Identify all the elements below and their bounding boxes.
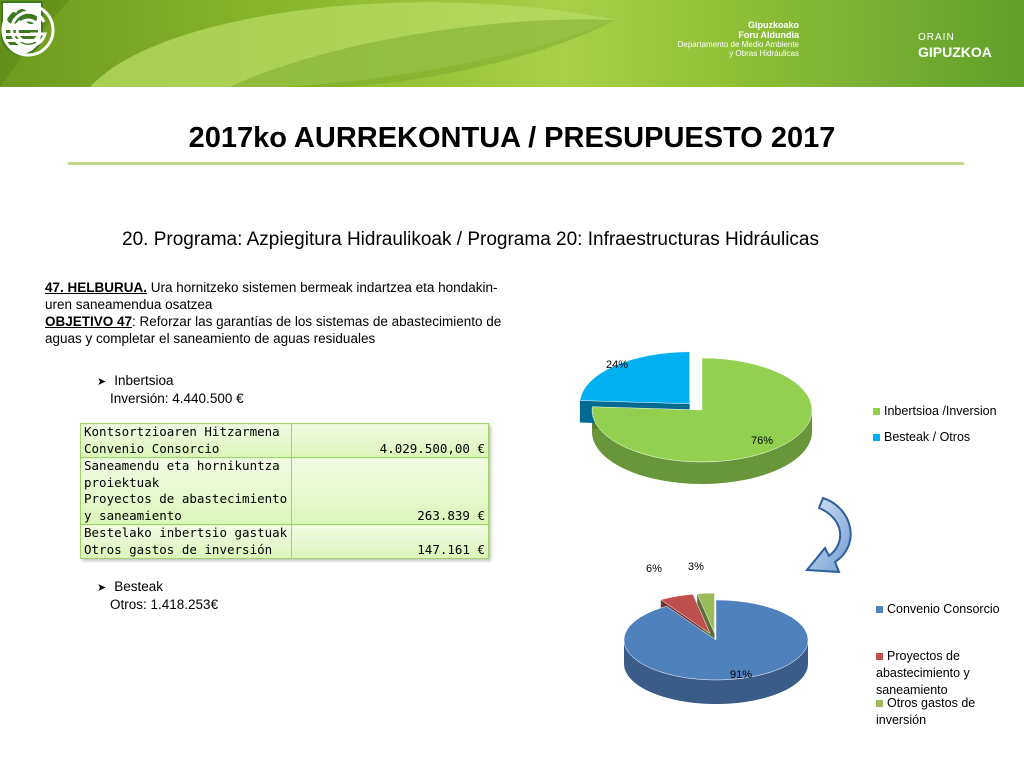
legend-label: abastecimiento y bbox=[876, 666, 970, 680]
legend-item bbox=[876, 601, 1000, 618]
others-amount: Otros: 1.418.253€ bbox=[110, 597, 219, 612]
legend-swatch bbox=[876, 700, 883, 707]
page-title: 2017ko AURREKONTUA / PRESUPUESTO 2017 bbox=[188, 122, 836, 154]
legend-swatch bbox=[873, 434, 880, 441]
others-heading: Besteak bbox=[114, 579, 163, 594]
table-row bbox=[81, 458, 489, 525]
legend-label: Besteak / Otros bbox=[884, 430, 971, 444]
row2-label-eu-1: Saneamendu eta hornikuntza bbox=[84, 458, 280, 473]
legend-item bbox=[876, 648, 970, 699]
goal-es-text-1: : Reforzar las garantías de los sistemas de abastecimiento de bbox=[132, 314, 502, 329]
legend-item bbox=[873, 429, 970, 446]
table-row bbox=[81, 525, 489, 559]
header-banner bbox=[0, 0, 1024, 87]
title-divider bbox=[68, 162, 964, 165]
legend-item bbox=[873, 403, 997, 420]
pie-chart-inversion-otros bbox=[540, 330, 840, 500]
org-line4: y Obras Hidráulicas bbox=[729, 49, 799, 58]
legend-swatch bbox=[873, 408, 880, 415]
org-name bbox=[678, 20, 799, 58]
org-line2: Foru Aldundia bbox=[738, 30, 799, 40]
others-bullet bbox=[97, 578, 163, 597]
row3-label-eu: Bestelako inbertsio gastuak bbox=[84, 525, 288, 540]
pie-data-label: 91% bbox=[729, 669, 753, 681]
pie-data-label: 76% bbox=[750, 435, 774, 447]
program-subtitle: 20. Programa: Azpiegitura Hidraulikoak / Programa 20: Infraestructuras Hidráulicas bbox=[122, 229, 819, 250]
pie-data-label: 24% bbox=[605, 359, 629, 371]
goal-text bbox=[45, 279, 535, 347]
legend-label: saneamiento bbox=[876, 683, 948, 697]
row1-label-eu: Kontsortzioaren Hitzarmena bbox=[84, 424, 280, 439]
row1-label-es: Convenio Consorcio bbox=[84, 440, 220, 456]
table-cell-label bbox=[81, 458, 292, 525]
row3-label-es: Otros gastos de inversión bbox=[84, 541, 273, 557]
investment-table bbox=[80, 423, 489, 559]
org-line3: Departamento de Medio Ambiente bbox=[677, 40, 799, 49]
table-cell-value: 4.029.500,00 € bbox=[292, 424, 489, 458]
legend-swatch bbox=[876, 653, 883, 660]
table-cell-value: 263.839 € bbox=[292, 458, 489, 525]
pie-data-label: 3% bbox=[688, 561, 704, 573]
goal-eu-text-1: Ura hornitzeko sistemen bermeak indartzea eta hondakin- bbox=[147, 280, 498, 295]
row2-label-es-2: y saneamiento bbox=[84, 507, 182, 523]
org-line1: Gipuzkoako bbox=[747, 20, 799, 30]
investment-heading: Inbertsioa bbox=[114, 373, 174, 388]
pie-slice-1 bbox=[624, 600, 808, 680]
goal-eu-text-2: uren saneamendua osatzea bbox=[45, 297, 213, 312]
pie-chart-inversion-breakdown bbox=[610, 560, 825, 725]
legend-label: Proyectos de bbox=[887, 649, 960, 663]
orain-gipuzkoa-logo-icon bbox=[0, 0, 160, 60]
investment-amount: Inversión: 4.440.500 € bbox=[110, 391, 244, 406]
goal-es-text-2: aguas y completar el saneamiento de aguas residuales bbox=[45, 331, 376, 346]
legend-label: Otros gastos de bbox=[887, 696, 976, 710]
arrow-bullet-icon: ➤ bbox=[97, 376, 107, 388]
brand-small-text: ORAIN bbox=[918, 32, 955, 43]
table-cell-value: 147.161 € bbox=[292, 525, 489, 559]
pie-slice-2 bbox=[580, 352, 690, 404]
row2-label-es-1: Proyectos de abastecimiento bbox=[84, 491, 288, 506]
legend-label: inversión bbox=[876, 713, 927, 727]
legend-label: Inbertsioa /Inversion bbox=[884, 404, 997, 418]
legend-item bbox=[876, 695, 975, 729]
table-cell-label bbox=[81, 424, 292, 458]
table-row bbox=[81, 424, 489, 458]
legend-swatch bbox=[876, 606, 883, 613]
legend-label: Convenio Consorcio bbox=[887, 602, 1000, 616]
investment-bullet bbox=[97, 372, 174, 391]
goal-eu-label: 47. HELBURUA. bbox=[45, 280, 148, 295]
arrow-bullet-icon: ➤ bbox=[97, 582, 107, 594]
goal-es-label: OBJETIVO 47 bbox=[45, 314, 133, 329]
pie-data-label: 6% bbox=[646, 563, 662, 575]
brand-big-text: GIPUZKOA bbox=[918, 44, 992, 60]
row2-label-eu-2: proiektuak bbox=[84, 474, 160, 490]
table-cell-label bbox=[81, 525, 292, 559]
